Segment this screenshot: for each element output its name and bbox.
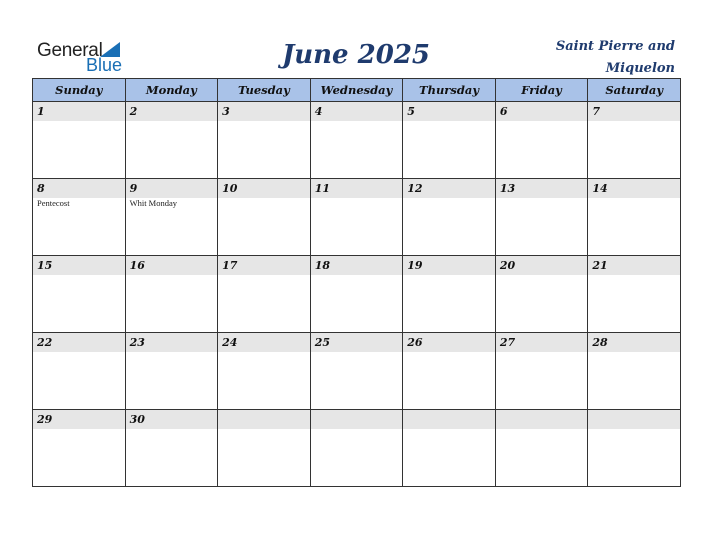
day-number: 8 — [33, 179, 125, 198]
day-cell — [588, 256, 681, 333]
day-number: 14 — [588, 179, 680, 198]
day-number: 20 — [496, 256, 588, 275]
day-cell — [403, 102, 496, 179]
day-cell — [310, 410, 403, 487]
day-cell — [33, 179, 126, 256]
day-cell — [495, 256, 588, 333]
day-cell — [403, 179, 496, 256]
calendar-week-row — [33, 102, 681, 179]
weekday-header-row — [33, 79, 681, 102]
day-number: 5 — [403, 102, 495, 121]
day-cell — [495, 102, 588, 179]
day-number: 17 — [218, 256, 310, 275]
calendar-grid — [32, 78, 681, 487]
day-cell — [125, 256, 218, 333]
day-number: 6 — [496, 102, 588, 121]
weekday-header: Sunday — [33, 79, 126, 102]
calendar-week-row — [33, 333, 681, 410]
weekday-header: Thursday — [403, 79, 496, 102]
weekday-header: Saturday — [588, 79, 681, 102]
day-cell — [125, 102, 218, 179]
day-cell — [310, 179, 403, 256]
day-cell — [218, 102, 311, 179]
day-cell — [125, 410, 218, 487]
day-number: 21 — [588, 256, 680, 275]
weekday-header: Wednesday — [310, 79, 403, 102]
day-cell — [33, 410, 126, 487]
calendar-week-row — [33, 410, 681, 487]
day-number: 9 — [126, 179, 218, 198]
day-cell — [403, 410, 496, 487]
day-cell — [403, 256, 496, 333]
empty-day-band — [588, 410, 680, 429]
holiday-label: Pentecost — [37, 198, 70, 208]
holiday-label: Whit Monday — [129, 198, 178, 208]
day-number: 22 — [33, 333, 125, 352]
day-number: 26 — [403, 333, 495, 352]
day-cell — [588, 179, 681, 256]
weekday-header: Monday — [125, 79, 218, 102]
empty-day-band — [218, 410, 310, 429]
day-cell — [218, 256, 311, 333]
day-cell — [310, 102, 403, 179]
day-number: 24 — [218, 333, 310, 352]
day-cell — [33, 256, 126, 333]
day-cell — [33, 333, 126, 410]
day-number: 28 — [588, 333, 680, 352]
calendar-week-row — [33, 256, 681, 333]
day-number: 23 — [126, 333, 218, 352]
day-number: 4 — [311, 102, 403, 121]
empty-day-band — [311, 410, 403, 429]
day-number: 10 — [218, 179, 310, 198]
day-cell — [495, 333, 588, 410]
day-number: 27 — [496, 333, 588, 352]
empty-day-band — [496, 410, 588, 429]
calendar-title: June 2025 — [281, 40, 431, 70]
day-number: 30 — [126, 410, 218, 429]
day-number: 13 — [496, 179, 588, 198]
day-cell — [588, 333, 681, 410]
day-number: 29 — [33, 410, 125, 429]
day-cell — [125, 333, 218, 410]
day-number: 1 — [33, 102, 125, 121]
day-number: 3 — [218, 102, 310, 121]
day-number: 11 — [311, 179, 403, 198]
day-cell — [125, 179, 218, 256]
day-cell — [218, 333, 311, 410]
day-cell — [310, 333, 403, 410]
day-number: 15 — [33, 256, 125, 275]
empty-day-band — [403, 410, 495, 429]
day-cell — [495, 410, 588, 487]
region-name: Saint Pierre and Miquelon — [555, 39, 675, 76]
day-number: 16 — [126, 256, 218, 275]
generalblue-logo — [37, 40, 132, 74]
logo-text-blue: Blue — [86, 55, 123, 75]
day-cell — [588, 410, 681, 487]
day-number: 12 — [403, 179, 495, 198]
logo-text-general: General — [37, 40, 103, 61]
day-cell — [495, 179, 588, 256]
day-cell — [310, 256, 403, 333]
day-number: 25 — [311, 333, 403, 352]
day-cell — [218, 410, 311, 487]
day-cell — [403, 333, 496, 410]
day-number: 19 — [403, 256, 495, 275]
day-cell — [33, 102, 126, 179]
weekday-header: Tuesday — [218, 79, 311, 102]
calendar-week-row — [33, 179, 681, 256]
day-number: 7 — [588, 102, 680, 121]
day-number: 2 — [126, 102, 218, 121]
day-cell — [218, 179, 311, 256]
day-number: 18 — [311, 256, 403, 275]
day-cell — [588, 102, 681, 179]
weekday-header: Friday — [495, 79, 588, 102]
